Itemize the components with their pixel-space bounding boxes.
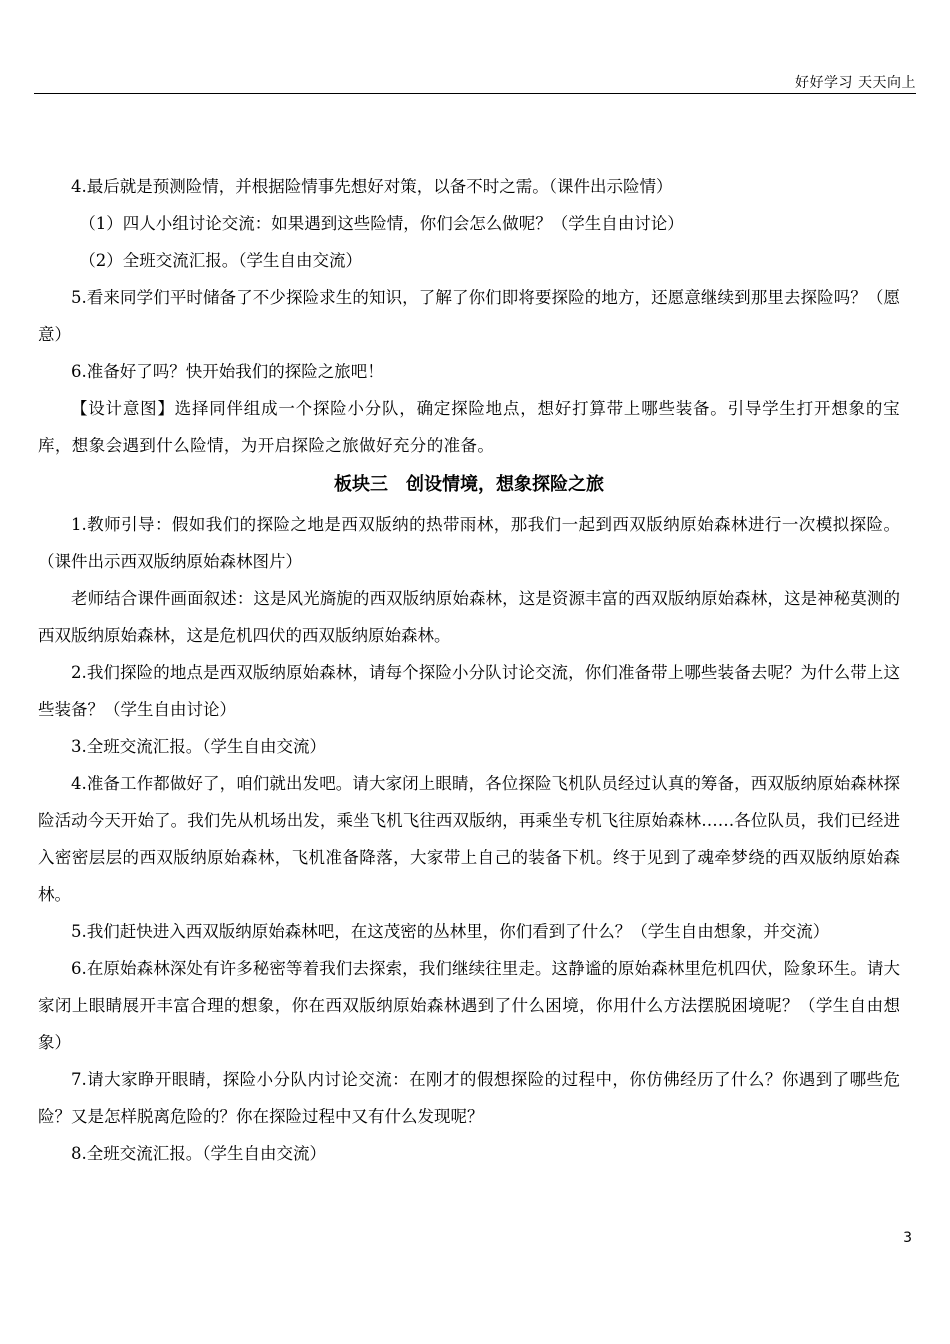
design-intent-paragraph: 【设计意图】选择同伴组成一个探险小分队，确定探险地点，想好打算带上哪些装备。引导学生打开想象的宝库，想象会遇到什么险情，为开启探险之旅做好充分的准备。 bbox=[38, 399, 900, 455]
header-divider bbox=[34, 93, 916, 94]
paragraph: 8.全班交流汇报。（学生自由交流） bbox=[71, 1144, 326, 1163]
paragraph: 5.我们赶快进入西双版纳原始森林吧，在这茂密的丛林里，你们看到了什么？（学生自由想象，并交流） bbox=[71, 922, 830, 941]
paragraph: 2.我们探险的地点是西双版纳原始森林，请每个探险小分队讨论交流，你们准备带上哪些装备去呢？为什么带上这些装备？（学生自由讨论） bbox=[38, 663, 900, 719]
paragraph: 6.准备好了吗？快开始我们的探险之旅吧！ bbox=[71, 362, 384, 381]
paragraph: 3.全班交流汇报。（学生自由交流） bbox=[71, 737, 326, 756]
page-header-text: 好好学习 天天向上 bbox=[795, 75, 916, 91]
paragraph: 7.请大家睁开眼睛，探险小分队内讨论交流：在刚才的假想探险的过程中，你仿佛经历了什么？你遇到了哪些危险？又是怎样脱离危险的？你在探险过程中又有什么发现呢？ bbox=[38, 1070, 900, 1126]
document-body bbox=[38, 168, 900, 1172]
paragraph: 6.在原始森林深处有许多秘密等着我们去探索，我们继续往里走。这静谧的原始森林里危机四伏，险象环生。请大家闭上眼睛展开丰富合理的想象，你在西双版纳原始森林遇到了什么困境，你用什么方法摆脱困境呢？（学生自由想象） bbox=[38, 959, 900, 1052]
paragraph: 老师结合课件画面叙述：这是风光旖旎的西双版纳原始森林，这是资源丰富的西双版纳原始森林，这是神秘莫测的西双版纳原始森林，这是危机四伏的西双版纳原始森林。 bbox=[38, 589, 900, 645]
paragraph: 5.看来同学们平时储备了不少探险求生的知识，了解了你们即将要探险的地方，还愿意继续到那里去探险吗？（愿意） bbox=[38, 288, 900, 344]
page-number: 3 bbox=[903, 1230, 912, 1246]
paragraph: 1.教师引导：假如我们的探险之地是西双版纳的热带雨林，那我们一起到西双版纳原始森林进行一次模拟探险。（课件出示西双版纳原始森林图片） bbox=[38, 515, 900, 571]
paragraph: （1）四人小组讨论交流：如果遇到这些险情，你们会怎么做呢？（学生自由讨论） bbox=[79, 214, 684, 233]
paragraph: （2）全班交流汇报。（学生自由交流） bbox=[79, 251, 362, 270]
paragraph: 4.最后就是预测险情，并根据险情事先想好对策，以备不时之需。（课件出示险情） bbox=[71, 177, 673, 196]
section-title: 板块三 创设情境，想象探险之旅 bbox=[334, 474, 604, 495]
paragraph: 4.准备工作都做好了，咱们就出发吧。请大家闭上眼睛，各位探险飞机队员经过认真的筹备，西双版纳原始森林探险活动今天开始了。我们先从机场出发，乘坐飞机飞往西双版纳，再乘坐专机飞往原始森林……各位队员，我们已经进入密密层层的西双版纳原始森林，飞机准备降落，大家带上自己的装备下机。终于见到了魂牵梦绕的西双版纳原始森林。 bbox=[38, 774, 900, 904]
